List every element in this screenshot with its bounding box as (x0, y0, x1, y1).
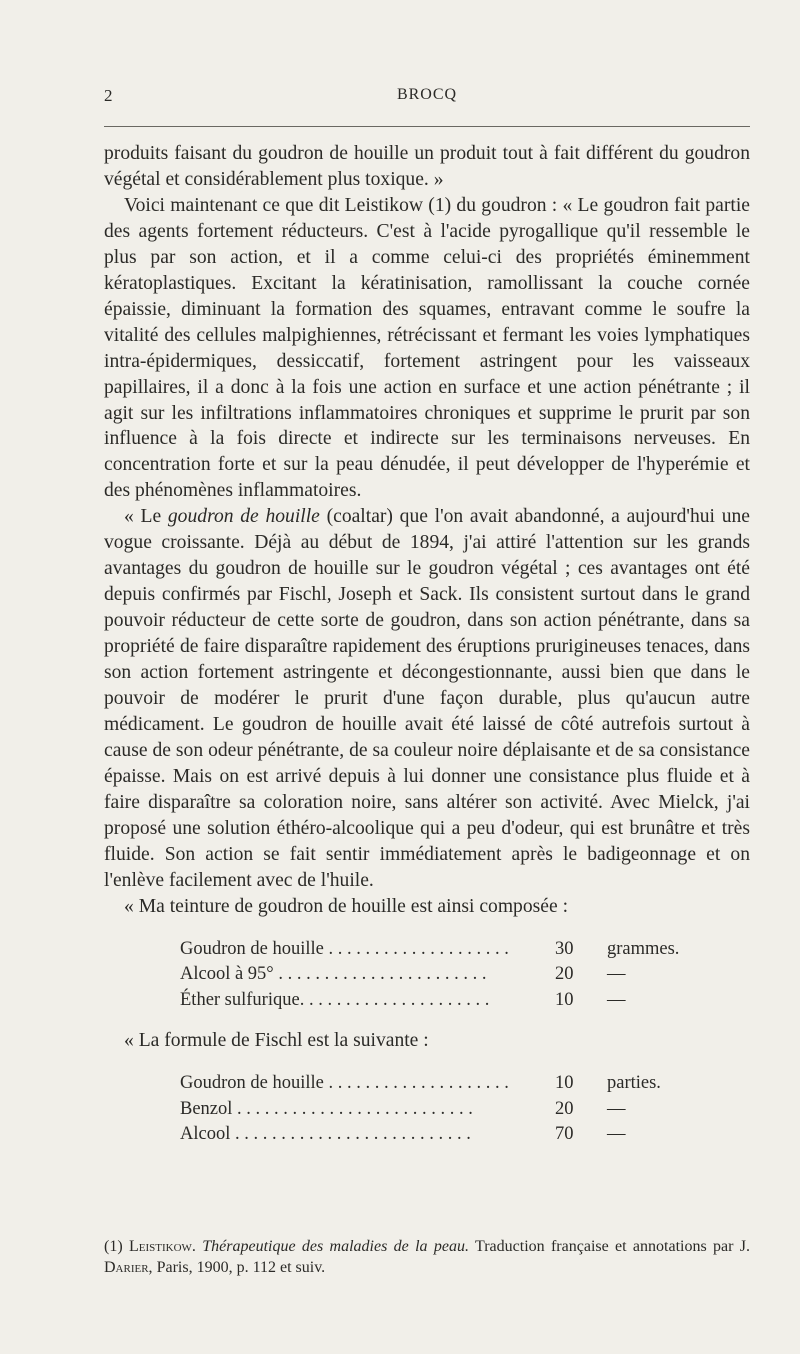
ingredient-unit: — (607, 989, 626, 1010)
ingredient-amount: 10 (555, 1073, 574, 1094)
paragraph-leistikow-quote: Voici maintenant ce que dit Leistikow (1) du goudron : « Le goudron fait partie des agents fortement réducteurs. C'est à l'acide pyrogallique qu'il ressemble le plus par son action, et il a comme celui-ci des propriétés éminemment kératoplastiques. Excitant la kératinisation, ramollissant la couche cornée épaissie, diminuant la formation des squames, entravant comme le soufre la vitalité des cellules malpighiennes, rétrécissant et fermant les voies lymphatiques intra-épidermiques, dessiccatif, fortement astringent pour les vaisseaux papillaires, il a donc à la fois une action en surface et une action pénétrante ; il agit sur les infiltrations inflammatoires chroniques et supprime le prurit par son influence à la fois directe et indirecte sur les terminaisons nerveuses. En concentration forte et sur la peau dénudée, il peut développer de l'hyperémie et des phénomènes inflammatoires. (104, 194, 750, 502)
paragraph-continuation: produits faisant du goudron de houille un produit tout à fait différent du goudron végétal et considérablement plus toxique. » (104, 143, 750, 190)
footnote-translator: Darier, (104, 1259, 153, 1276)
recipe-row (180, 1071, 700, 1097)
recipe-row (180, 988, 700, 1014)
ingredient-unit: parties. (607, 1073, 661, 1094)
ingredient-amount: 10 (555, 989, 574, 1010)
ingredient-name: Goudron de houille . . . . . . . . . . . . . . . . . . . . (180, 1073, 509, 1094)
footnote-author: Leistikow. (128, 1238, 196, 1255)
recipe-row (180, 962, 700, 988)
ingredient-unit: — (607, 964, 626, 985)
ingredient-unit: — (607, 1124, 626, 1145)
recipe-table-fischl (180, 1071, 700, 1148)
ingredient-amount: 20 (555, 1098, 574, 1119)
page-number: 2 (104, 86, 113, 105)
recipe-table-teinture (180, 937, 700, 1014)
text-run: (coaltar) que l'on avait abandonné, a aujourd'hui une vogue croissante. Déjà au début de 1894, j'ai attiré l'attention sur les grands avantages du goudron de houille sur le goudron végétal ; ces avantages ont été depuis confirmés par Fischl, Joseph et Sack. Ils consistent surtout dans le grand pouvoir réducteur de cette sorte de goudron, dans son action pénétrante, dans sa propriété de faire disparaître rapidement des éruptions prurigineuses tenaces, dans son action fortement astringente et décongestionnante, aussi bien que dans le pouvoir de modérer le prurit d'une façon durable, plus qu'aucun autre médicament. Le goudron de houille avait été laissé de côté autrefois surtout à cause de son odeur pénétrante, de sa couleur noire déplaisante et de sa consistance épaisse. Mais on est arrivé depuis à lui donner une consistance plus fluide et à faire disparaître sa coloration noire, sans altérer son activité. Avec Mielck, j'ai proposé une solution éthéro-alcoolique qui a peu d'odeur, qui est brunâtre et très fluide. Son action se fait sentir immédiatement après le badigeonnage et on l'enlève facilement avec de l'huile. (104, 506, 750, 891)
footnote-marker: (1) (104, 1238, 123, 1255)
header-rule (104, 126, 750, 127)
footnote-title: Thérapeutique des maladies de la peau. (202, 1238, 469, 1255)
ingredient-name: Goudron de houille . . . . . . . . . . . . . . . . . . . . (180, 938, 509, 959)
ingredient-unit: — (607, 1098, 626, 1119)
ingredient-unit: grammes. (607, 938, 680, 959)
main-text (104, 141, 750, 1163)
paragraph-coaltar (104, 504, 750, 893)
ingredient-name: Alcool . . . . . . . . . . . . . . . . . . . . . . . . . . (180, 1124, 471, 1145)
italic-term: goudron de houille (167, 506, 320, 528)
paragraph-teinture-intro: « Ma teinture de goudron de houille est ainsi composée : (124, 895, 569, 917)
ingredient-amount: 30 (555, 938, 574, 959)
text-run: « Le (124, 506, 168, 528)
ingredient-amount: 20 (555, 964, 574, 985)
running-title: BROCQ (396, 86, 458, 103)
recipe-row (180, 1097, 700, 1123)
footnote-text: Traduction française et annotations par J. (475, 1238, 750, 1255)
ingredient-name: Alcool à 95° . . . . . . . . . . . . . . . . . . . . . . . (180, 964, 487, 985)
footnote (104, 1236, 750, 1278)
footnote-text: Paris, 1900, p. 112 et suiv. (156, 1259, 326, 1276)
ingredient-amount: 70 (555, 1124, 574, 1145)
recipe-row (180, 1122, 700, 1148)
ingredient-name: Éther sulfurique. . . . . . . . . . . . . . . . . . . . . (180, 989, 490, 1010)
paragraph-fischl-intro: « La formule de Fischl est la suivante : (124, 1030, 429, 1052)
recipe-row (180, 937, 700, 963)
page-header (104, 86, 750, 116)
ingredient-name: Benzol . . . . . . . . . . . . . . . . . . . . . . . . . . (180, 1098, 473, 1119)
